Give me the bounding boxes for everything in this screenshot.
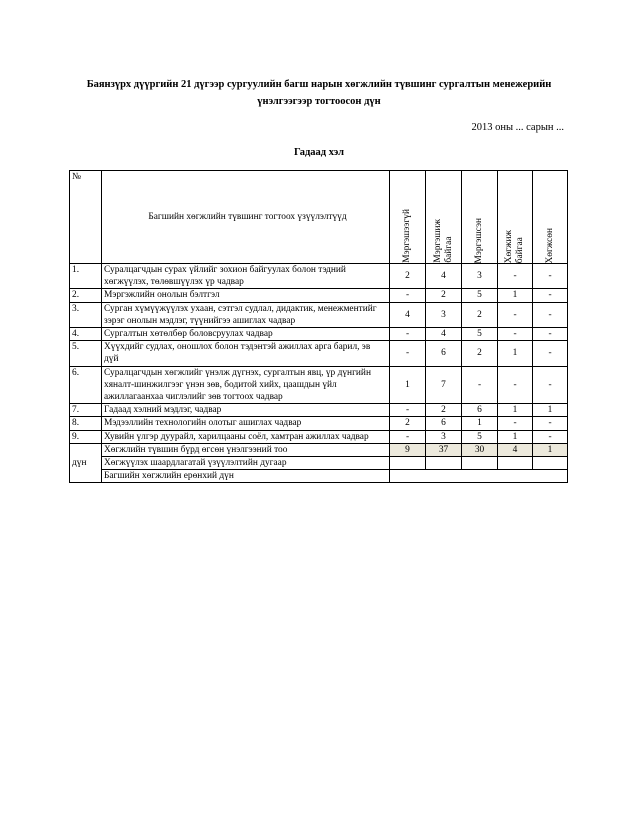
- row-number: 8.: [70, 417, 102, 430]
- header-level-label: Хөгжсөн: [544, 227, 555, 263]
- table-row: [70, 264, 568, 289]
- table-row: [70, 430, 568, 443]
- row-value: -: [390, 328, 426, 341]
- row-number: 4.: [70, 328, 102, 341]
- row-criterion: Сургалтын хөтөлбөр боловсруулах чадвар: [102, 328, 390, 341]
- summary-value: [426, 457, 462, 470]
- row-value: 5: [462, 328, 498, 341]
- summary-row-totals: [70, 443, 568, 456]
- row-value: -: [533, 264, 568, 289]
- row-criterion: Мэдээллийн технологийн олотыг ашиглах чадвар: [102, 417, 390, 430]
- row-criterion: Сурган хүмүүжүүлэх ухаан, сэтгэл судлал, дидактик, менежментийг зэрэг онолын мэдлэг, түүнийгээ ашиглах чадвар: [102, 302, 390, 327]
- row-value: 3: [462, 264, 498, 289]
- row-value: -: [533, 289, 568, 302]
- row-value: 4: [390, 302, 426, 327]
- header-level-label: Мэргэшиж байгаа: [432, 219, 454, 263]
- subject-heading: Гадаад хэл: [293, 147, 345, 158]
- row-value: -: [498, 264, 533, 289]
- table-row: [70, 289, 568, 302]
- summary-value: 1: [533, 443, 568, 456]
- summary-value: [462, 457, 498, 470]
- table-row: [70, 341, 568, 366]
- row-value: 7: [426, 366, 462, 404]
- row-value: -: [390, 430, 426, 443]
- summary-value: [390, 457, 426, 470]
- header-no: №: [70, 171, 102, 264]
- header-level-label: Мэргэшээгүй: [402, 209, 412, 263]
- summary-row-overall: [70, 470, 568, 483]
- row-value: -: [533, 341, 568, 366]
- table-row: [70, 404, 568, 417]
- row-criterion: Мэргэжлийн онолын бэлтгэл: [102, 289, 390, 302]
- row-number: 2.: [70, 289, 102, 302]
- row-value: -: [533, 328, 568, 341]
- table-row: [70, 328, 568, 341]
- row-value: 4: [426, 328, 462, 341]
- header-level: [498, 171, 533, 264]
- summary-value: 4: [498, 443, 533, 456]
- header-level-label: Хөгжиж байгаа: [504, 229, 525, 263]
- table-row: [70, 417, 568, 430]
- row-value: -: [390, 404, 426, 417]
- row-criterion: Суралцагчдын хөгжлийг үнэлж дүгнэх, сургалтын явц, үр дүнгийн хяналт-шинжилгээг үнэн зөв, бодитой хийх, цаашдын үйл ажиллагаанхаа чиглэлийг зөв тогтоох чадвар: [102, 366, 390, 404]
- header-level-label: Мэргэшсэн: [474, 217, 484, 263]
- row-value: 3: [426, 430, 462, 443]
- row-value: 5: [462, 289, 498, 302]
- row-value: 1: [533, 404, 568, 417]
- header-level: [533, 171, 568, 264]
- row-criterion: Хүүхдийг судлах, оношлох болон тэдэнтэй ажиллах арга барил, эв дүй: [102, 341, 390, 366]
- row-value: 2: [462, 302, 498, 327]
- summary-label: дүн: [70, 443, 102, 483]
- summary-value: [498, 457, 533, 470]
- row-value: 2: [426, 404, 462, 417]
- summary-value: 37: [426, 443, 462, 456]
- row-number: 1.: [70, 264, 102, 289]
- row-criterion: Гадаад хэлний мэдлэг, чадвар: [102, 404, 390, 417]
- table-row: [70, 366, 568, 404]
- row-value: 6: [462, 404, 498, 417]
- row-value: 1: [498, 341, 533, 366]
- row-number: 3.: [70, 302, 102, 327]
- document-title: Баянзүрх дүүргийн 21 дүгээр сургуулийн багш нарын хөгжлийн түвшинг сургалтын менежерийн үнэлгээгээр тогтоосон дүн: [86, 79, 552, 107]
- summary-overall-value: [390, 470, 568, 483]
- row-value: 1: [498, 289, 533, 302]
- table-row: [70, 302, 568, 327]
- row-value: 2: [426, 289, 462, 302]
- row-value: 3: [426, 302, 462, 327]
- row-value: 2: [390, 417, 426, 430]
- summary-value: 9: [390, 443, 426, 456]
- row-value: -: [498, 328, 533, 341]
- row-value: 2: [462, 341, 498, 366]
- row-value: -: [533, 430, 568, 443]
- summary-row-needs: [70, 457, 568, 470]
- row-value: 1: [498, 404, 533, 417]
- summary-value: 30: [462, 443, 498, 456]
- assessment-table: [69, 170, 568, 483]
- summary-criterion: Хөгжлийн түвшин бүрд өгсөн үнэлгээний тоо: [102, 443, 390, 456]
- row-value: 1: [462, 417, 498, 430]
- row-value: 6: [426, 417, 462, 430]
- header-level: [390, 171, 426, 264]
- row-value: 2: [390, 264, 426, 289]
- row-value: 4: [426, 264, 462, 289]
- header-level: [426, 171, 462, 264]
- row-value: -: [533, 417, 568, 430]
- document-date: 2013 оны ... сарын ...: [471, 122, 564, 133]
- row-value: -: [533, 366, 568, 404]
- row-value: 6: [426, 341, 462, 366]
- table-header-row: [70, 171, 568, 264]
- row-number: 6.: [70, 366, 102, 404]
- row-value: -: [390, 289, 426, 302]
- row-value: -: [533, 302, 568, 327]
- row-value: -: [390, 341, 426, 366]
- row-number: 5.: [70, 341, 102, 366]
- header-criteria: Багшийн хөгжлийн түвшинг тогтоох үзүүлэлтүүд: [102, 171, 390, 264]
- row-value: -: [498, 417, 533, 430]
- row-value: 5: [462, 430, 498, 443]
- summary-criterion: Хөгжүүлэх шаардлагатай үзүүлэлтийн дугаар: [102, 457, 390, 470]
- row-value: -: [462, 366, 498, 404]
- row-number: 9.: [70, 430, 102, 443]
- row-value: -: [498, 302, 533, 327]
- summary-criterion: Багшийн хөгжлийн ерөнхий дүн: [102, 470, 390, 483]
- summary-value: [533, 457, 568, 470]
- row-criterion: Хувийн үлгэр дуурайл, харилцааны соёл, хамтран ажиллах чадвар: [102, 430, 390, 443]
- row-value: -: [498, 366, 533, 404]
- row-criterion: Суралцагчдын сурах үйлийг зохион байгуулах болон тэдний хөгжүүлэх, төлөвшүүлэх үр чадвар: [102, 264, 390, 289]
- row-value: 1: [498, 430, 533, 443]
- row-number: 7.: [70, 404, 102, 417]
- row-value: 1: [390, 366, 426, 404]
- header-level: [462, 171, 498, 264]
